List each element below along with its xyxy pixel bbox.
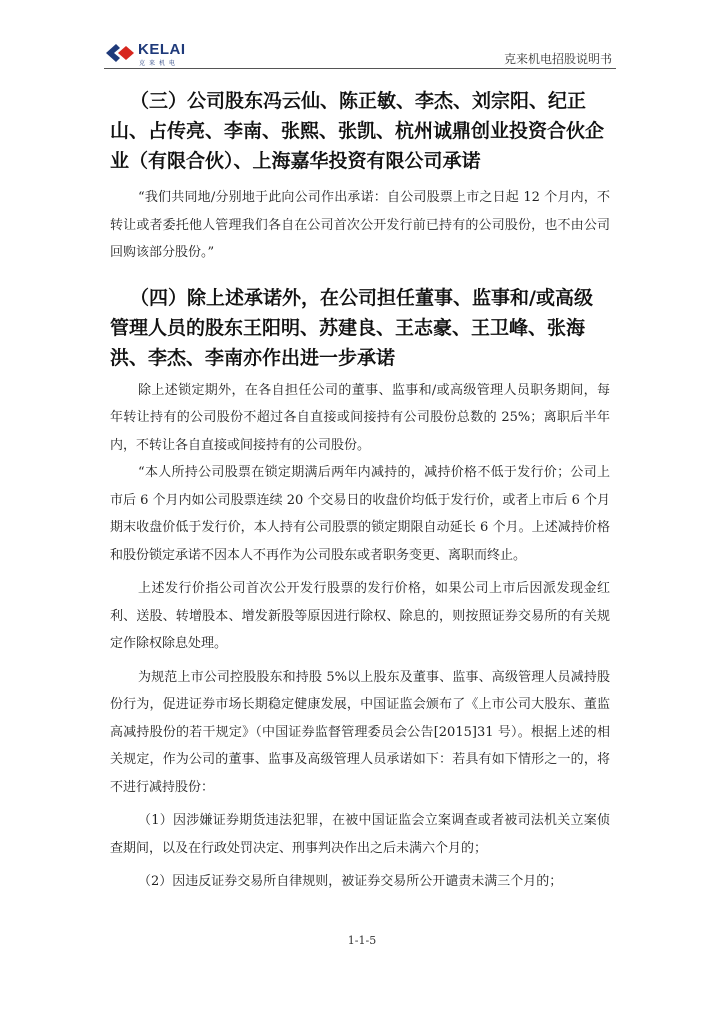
- list-item: （2）因违反证券交易所自律规则，被证券交易所公开谴责未满三个月的；: [138, 874, 563, 889]
- page-body: [110, 86, 610, 896]
- section-heading: （三）公司股东冯云仙、陈正敏、李杰、刘宗阳、纪正山、占传亮、李南、张熙、张凯、杭州诚鼎创业投资合伙企业（有限合伙）、上海嘉华投资有限公司承诺: [110, 90, 605, 172]
- paragraph: “我们共同地/分别地于此向公司作出承诺：自公司股票上市之日起 12 个月内，不转让或者委托他人管理我们各自在公司首次公开发行前已持有的公司股份，也不由公司回购该部分股份。”: [110, 190, 610, 260]
- company-logo: [104, 40, 224, 68]
- page-number: 1-1-5: [347, 934, 377, 947]
- logo-subtext: 克来机电: [139, 60, 180, 67]
- kelai-logo-icon: [104, 42, 136, 64]
- page-header: [104, 40, 616, 68]
- paragraph: “本人所持公司股票在锁定期满后两年内减持的，减持价格不低于发行价；公司上市后 6 个月内如公司股票连续 20 个交易日的收盘价均低于发行价，或者上市后 6 个月期末收盘价低于发行价，本人持有公司股票的锁定期限自动延长 6 个月。上述减持价格和股份锁定承诺不因本人不再作为公司股东或者职务变更、离职而终止。: [110, 465, 610, 563]
- logo-text: KELAI: [138, 41, 186, 58]
- list-item: （1）因涉嫌证券期货违法犯罪，在被中国证监会立案调查或者被司法机关立案侦查期间，以及在行政处罚决定、刑事判决作出之后未满六个月的；: [110, 813, 610, 856]
- paragraph: 上述发行价指公司首次公开发行股票的发行价格，如果公司上市后因派发现金红利、送股、转增股本、增发新股等原因进行除权、除息的，则按照证券交易所的有关规定作除权除息处理。: [110, 581, 610, 651]
- document-title: 克来机电招股说明书: [503, 52, 612, 66]
- paragraph: 为规范上市公司控股股东和持股 5%以上股东及董事、监事、高级管理人员减持股份行为，促进证券市场长期稳定健康发展，中国证监会颁布了《上市公司大股东、董监高减持股份的若干规定》（中国证券监督管理委员会公告[2015]31 号）。根据上述的相关规定，作为公司的董事、监事及高级管理人员承诺如下：若具有如下情形之一的，将不进行减持股份：: [110, 669, 610, 795]
- section-heading: （四）除上述承诺外，在公司担任董事、监事和/或高级管理人员的股东王阳明、苏建良、王志豪、王卫峰、张海洪、李杰、李南亦作出进一步承诺: [110, 286, 593, 369]
- header-divider: [104, 68, 616, 69]
- paragraph: 除上述锁定期外，在各自担任公司的董事、监事和/或高级管理人员职务期间，每年转让持有的公司股份不超过各自直接或间接持有公司股份总数的 25%；离职后半年内，不转让各自直接或间接持有的公司股份。: [110, 382, 610, 453]
